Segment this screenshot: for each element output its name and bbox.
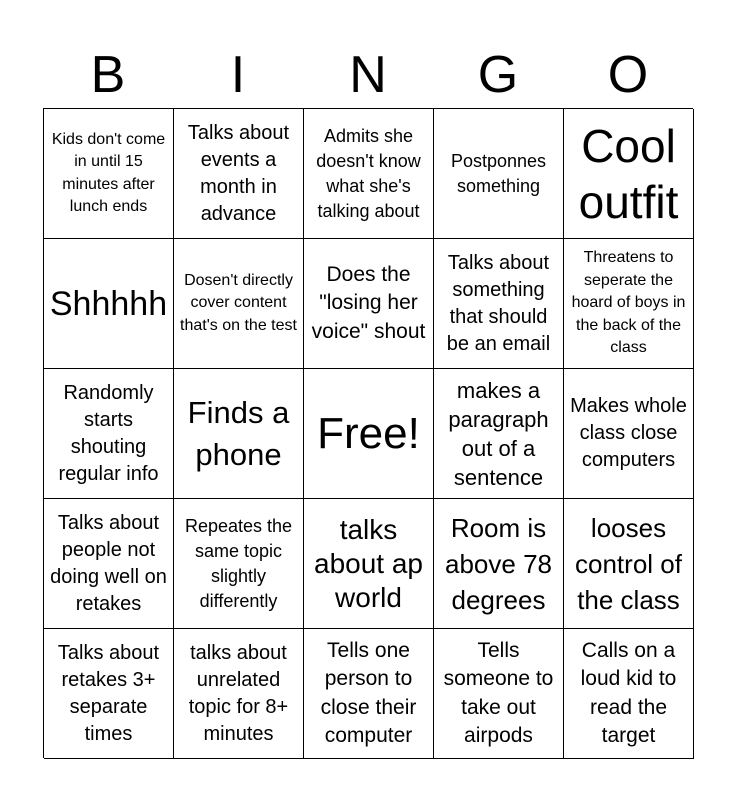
bingo-cell[interactable] — [434, 499, 564, 629]
header-letter-b: B — [90, 46, 126, 104]
cell-text: Talks about something that should be an email — [446, 251, 551, 355]
bingo-cell[interactable] — [564, 369, 694, 499]
cell-text: Randomly starts shouting regular info — [58, 381, 159, 485]
cell-text: Tells one person to close their computer — [320, 638, 417, 747]
cell-text: Talks about events a month in advance — [187, 121, 290, 225]
cell-text: talks about ap world — [314, 513, 423, 613]
bingo-cell[interactable] — [434, 239, 564, 369]
bingo-cell[interactable] — [174, 109, 304, 239]
bingo-cell[interactable] — [304, 109, 434, 239]
bingo-header — [43, 42, 693, 108]
bingo-cell[interactable] — [174, 629, 304, 759]
cell-text: Repeates the same topic slightly differently — [184, 515, 293, 611]
cell-text: Tells someone to take out airpods — [443, 638, 554, 747]
cell-text: Shhhhh — [49, 284, 168, 323]
cell-text: Admits she doesn't know what she's talking about — [316, 125, 421, 221]
bingo-cell[interactable] — [44, 499, 174, 629]
bingo-cell[interactable] — [174, 499, 304, 629]
cell-text: Postponnes something — [450, 150, 547, 196]
header-letter-n: N — [349, 46, 387, 104]
bingo-cell[interactable] — [44, 239, 174, 369]
bingo-cell[interactable] — [564, 629, 694, 759]
bingo-cell[interactable] — [174, 239, 304, 369]
cell-text: Kids don't come in until 15 minutes after lunch ends — [51, 130, 166, 215]
bingo-cell[interactable] — [564, 499, 694, 629]
bingo-cell[interactable] — [304, 629, 434, 759]
bingo-cell[interactable] — [44, 109, 174, 239]
cell-text: Room is above 78 degrees — [445, 512, 552, 615]
header-letter-g: G — [477, 46, 519, 104]
bingo-cell[interactable] — [564, 109, 694, 239]
bingo-cell[interactable] — [304, 499, 434, 629]
bingo-cell[interactable] — [44, 369, 174, 499]
cell-text: Talks about people not doing well on retakes — [50, 511, 167, 615]
cell-text: Makes whole class close computers — [570, 395, 687, 471]
bingo-cell[interactable] — [564, 239, 694, 369]
cell-text: Talks about retakes 3+ separate times — [57, 641, 160, 745]
cell-text: Free! — [317, 408, 420, 458]
bingo-cell[interactable] — [304, 239, 434, 369]
bingo-cell[interactable] — [434, 369, 564, 499]
free-space-cell[interactable] — [304, 369, 434, 499]
bingo-grid — [43, 108, 693, 758]
cell-text: Finds a phone — [187, 394, 290, 472]
bingo-cell[interactable] — [434, 629, 564, 759]
cell-text: Calls on a loud kid to read the target — [580, 638, 677, 747]
cell-text: Dosen't directly cover content that's on the test — [180, 271, 297, 334]
cell-text: talks about unrelated topic for 8+ minutes — [188, 641, 289, 745]
header-letter-o: O — [607, 46, 649, 104]
cell-text: looses control of the class — [575, 512, 682, 615]
cell-text: Threatens to seperate the hoard of boys in the back of the class — [571, 249, 686, 357]
cell-text: makes a paragraph out of a sentence — [448, 377, 549, 490]
bingo-cell[interactable] — [174, 369, 304, 499]
bingo-cell[interactable] — [44, 629, 174, 759]
cell-text: Does the "losing her voice" shout — [311, 262, 426, 343]
cell-text: Cool outfit — [578, 119, 679, 228]
header-letter-i: I — [230, 46, 246, 104]
bingo-cell[interactable] — [434, 109, 564, 239]
